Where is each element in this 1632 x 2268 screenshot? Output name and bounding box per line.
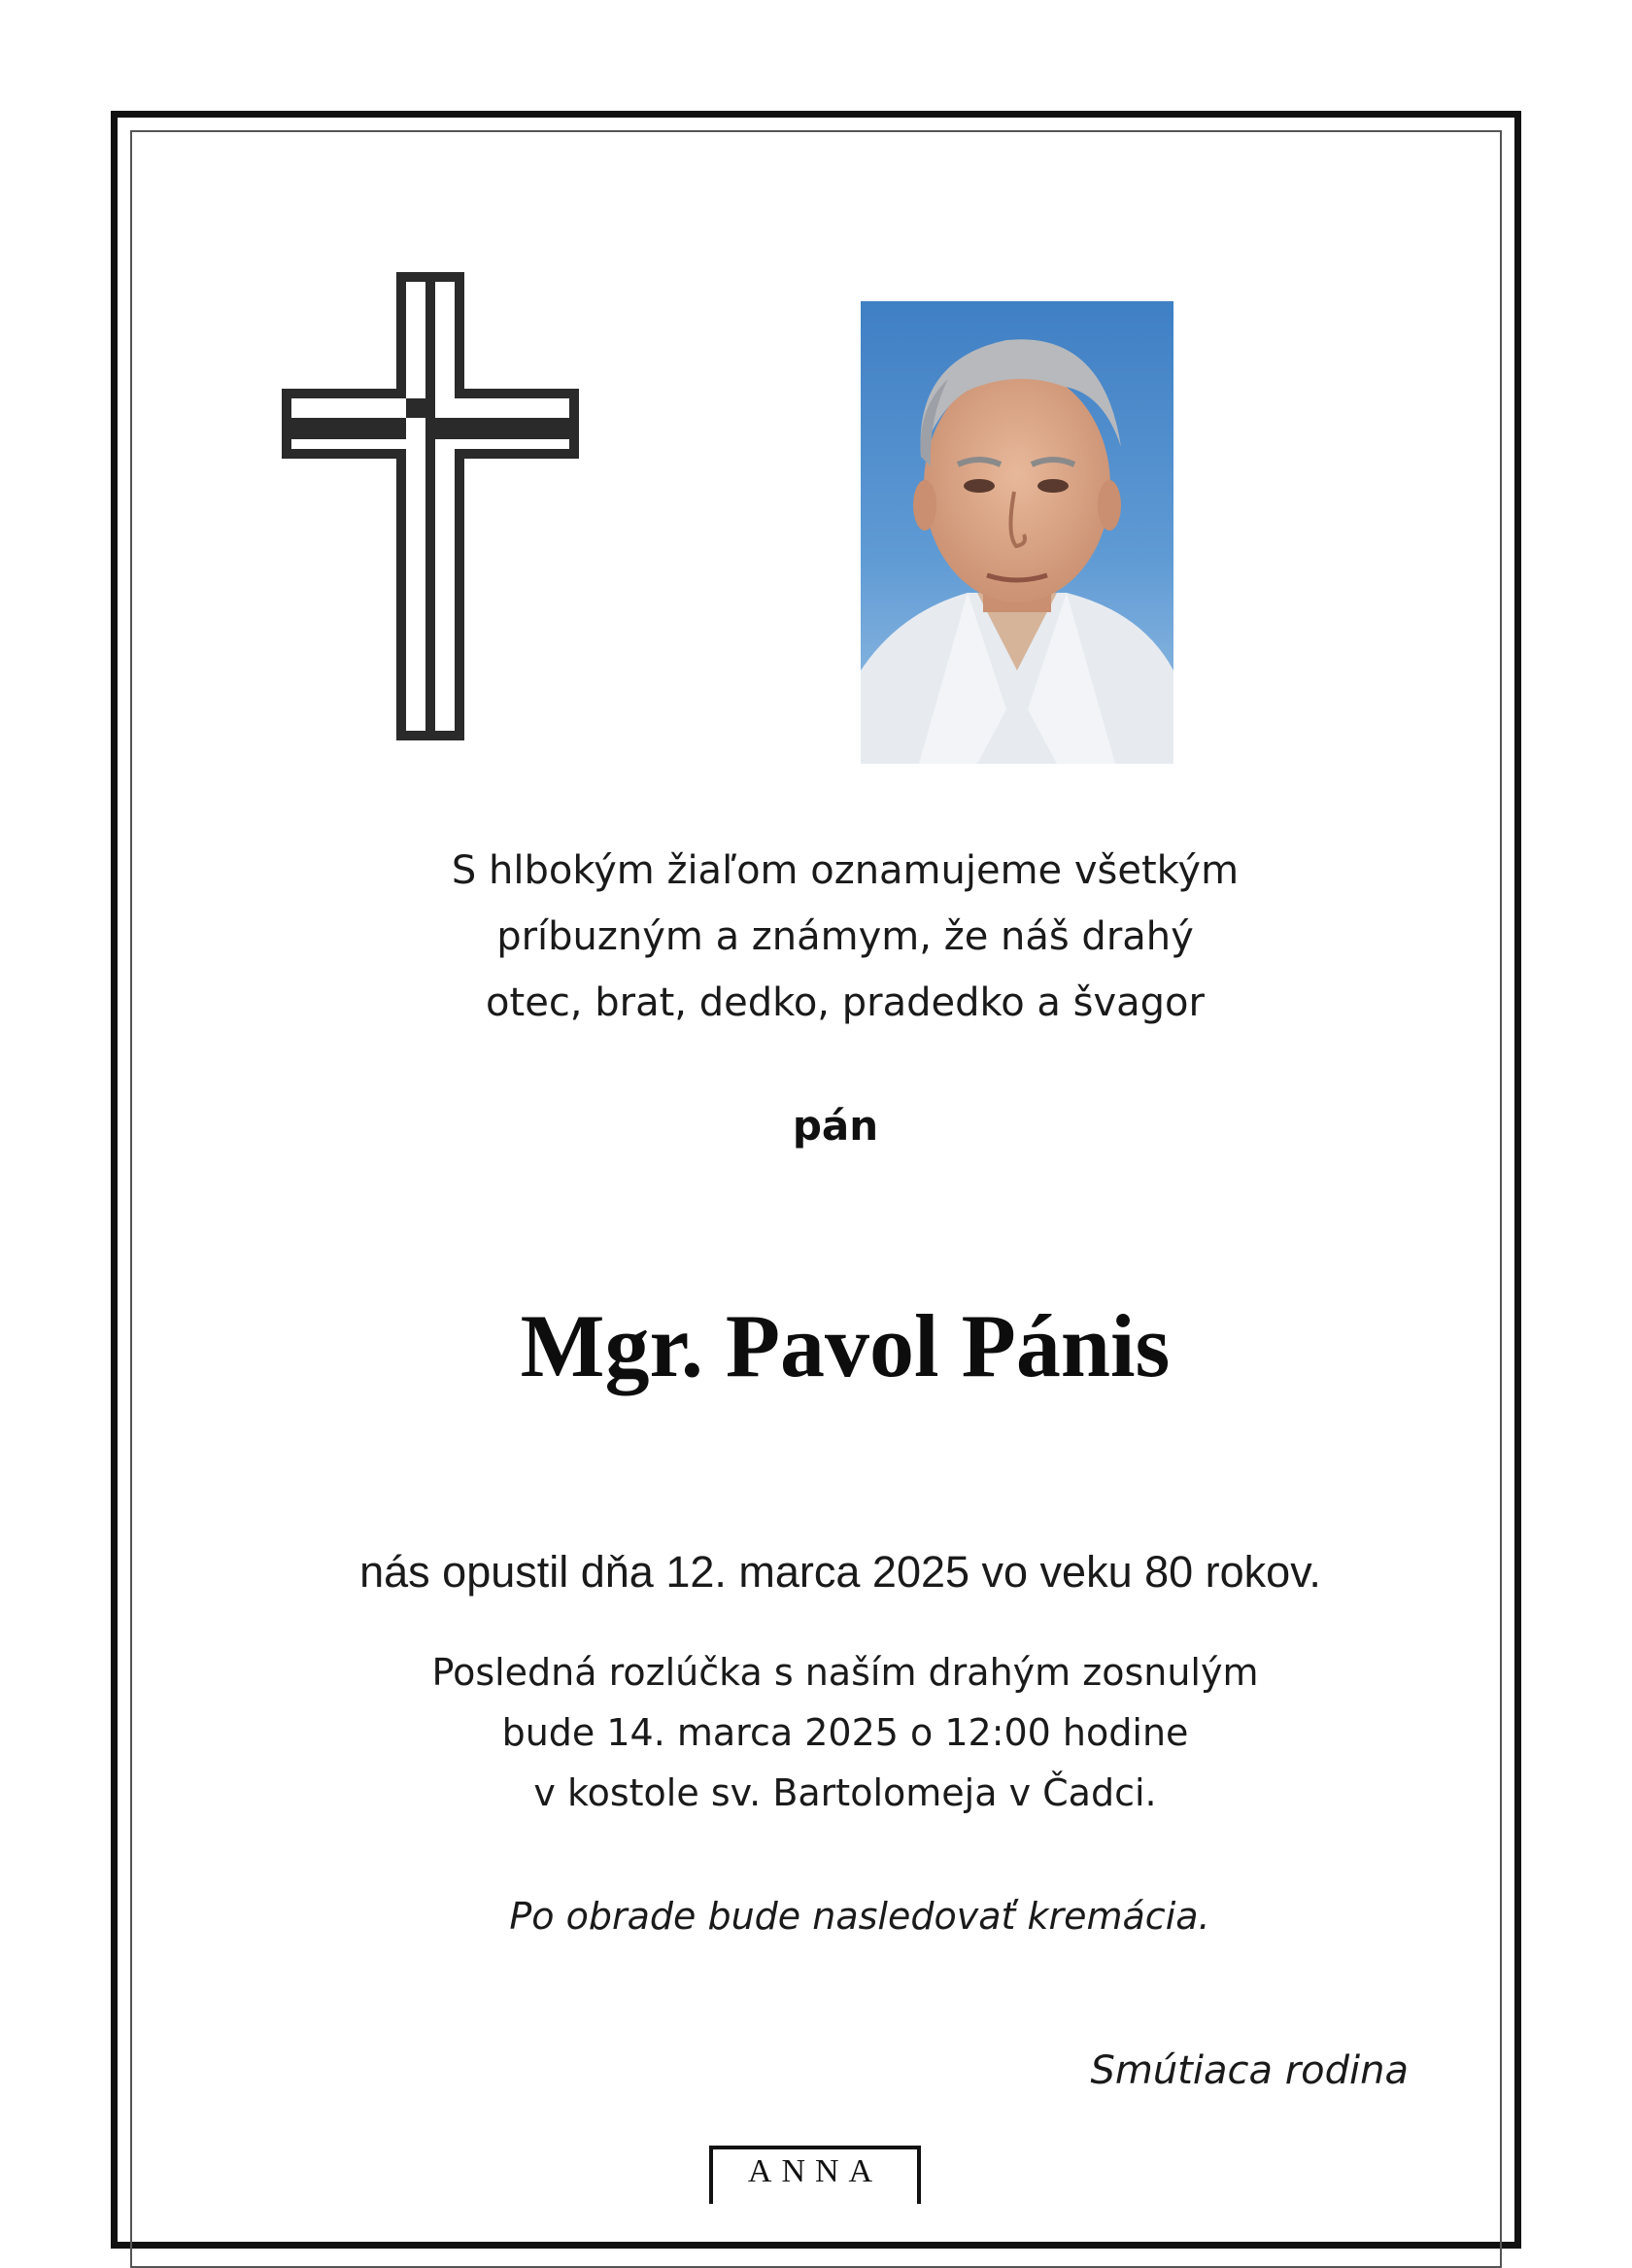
intro-line: S hlbokým žiaľom oznamujeme všetkým [451, 848, 1240, 893]
family-signature: Smútiaca rodina [1090, 2048, 1409, 2093]
farewell-line: Posledná rozlúčka s naším drahým zosnulým [431, 1651, 1259, 1694]
announcement-intro [330, 838, 1360, 1036]
deceased-name: Mgr. Pavol Pánis [520, 1296, 1171, 1395]
cross-icon [282, 272, 579, 740]
cremation-note: Po obrade bude nasledovať kremácia. [509, 1895, 1210, 1938]
funeral-service-logo: ANNA [709, 2146, 921, 2204]
farewell-line: v kostole sv. Bartolomeja v Čadci. [533, 1771, 1157, 1814]
honorific: pán [792, 1102, 879, 1150]
intro-line: otec, brat, dedko, pradedko a švagor [486, 980, 1205, 1025]
farewell-line: bude 14. marca 2025 o 12:00 hodine [501, 1711, 1189, 1754]
farewell-details [330, 1642, 1360, 1823]
death-announcement: nás opustil dňa 12. marca 2025 vo veku 80 rokov. [359, 1547, 1321, 1597]
deceased-portrait-photo [861, 301, 1173, 764]
intro-line: príbuzným a známym, že náš drahý [496, 914, 1194, 959]
